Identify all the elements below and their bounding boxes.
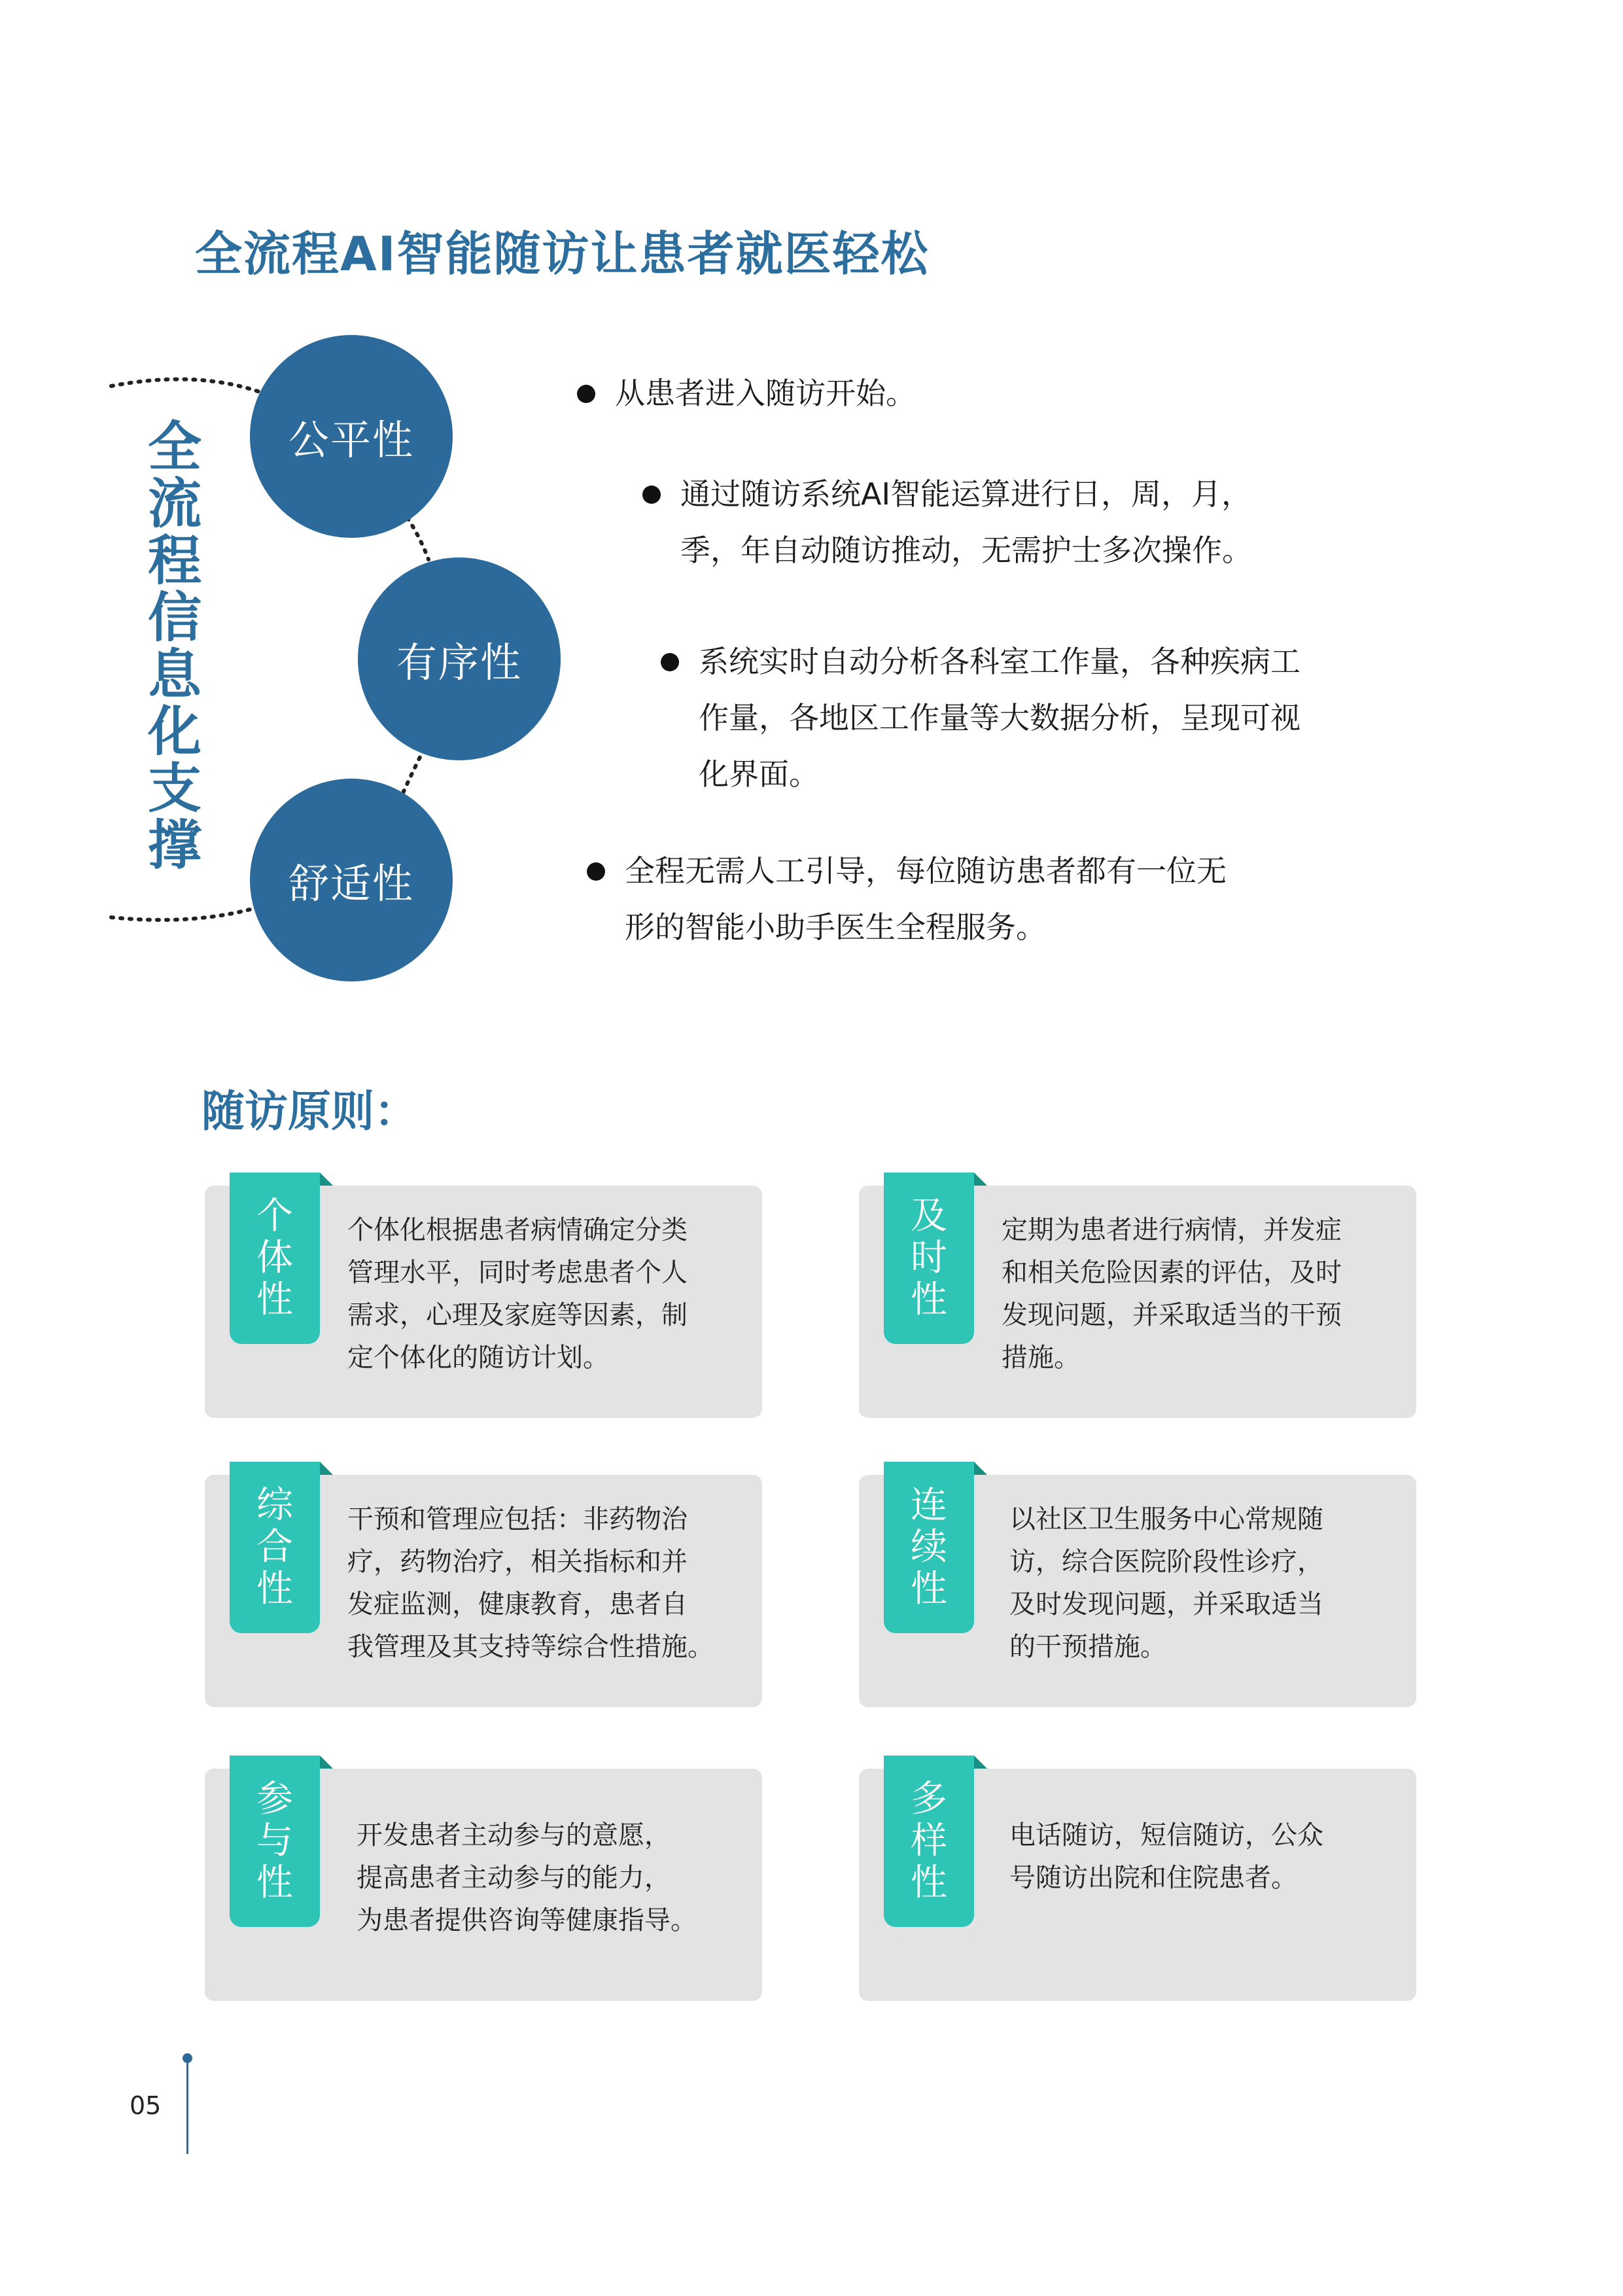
principle-tab-label: 综合性: [256, 1484, 293, 1610]
principle-tab-label: 参与性: [256, 1778, 293, 1904]
principle-text: [1009, 1498, 1323, 1669]
section-heading: 随访原则：: [201, 1086, 417, 1137]
principle-card-individuality: [205, 1186, 762, 1418]
bullet-line: 全程无需人工引导，每位随访患者都有一位无: [625, 853, 1227, 889]
bullet-item-2: [680, 466, 1252, 578]
principle-line: 我管理及其支持等综合性措施。: [347, 1632, 714, 1662]
principle-tab: [884, 1462, 974, 1633]
principle-line: 干预和管理应包括：非药物治: [347, 1504, 688, 1534]
principle-line: 为患者提供咨询等健康指导。: [357, 1905, 697, 1935]
page-number: 05: [130, 2091, 162, 2120]
principle-text: [357, 1814, 697, 1942]
principle-line: 提高患者主动参与的能力，: [357, 1863, 671, 1893]
principle-tab-label: 多样性: [911, 1778, 947, 1904]
bullet-item-1: [615, 365, 916, 421]
bullet-line: 化界面。: [699, 756, 819, 792]
bullet-line: 从患者进入随访开始。: [615, 376, 916, 411]
principle-line: 定期为患者进行病情，并发症: [1002, 1215, 1342, 1245]
bullet-line: 形的智能小助手医生全程服务。: [625, 910, 1046, 945]
principle-line: 发症监测，健康教育，患者自: [347, 1589, 688, 1619]
principle-card-participation: [205, 1769, 762, 2001]
bullet-item-3: [699, 633, 1300, 802]
bullet-line: 作量，各地区工作量等大数据分析，呈现可视: [699, 700, 1300, 735]
principle-line: 需求，心理及家庭等因素，制: [347, 1300, 688, 1330]
circle-fairness: 公平性: [250, 335, 453, 538]
principle-tab: [230, 1756, 320, 1927]
principle-line: 的干预措施。: [1009, 1632, 1166, 1662]
principle-line: 访，综合医院阶段性诊疗，: [1009, 1547, 1323, 1577]
principle-card-timeliness: [859, 1186, 1416, 1418]
tab-fold-decoration: [320, 1173, 333, 1186]
principle-tab: [230, 1462, 320, 1633]
page-title: 全流程AI智能随访让患者就医轻松: [195, 226, 930, 281]
principle-line: 及时发现问题，并采取适当: [1009, 1589, 1323, 1619]
footer-divider: [186, 2062, 188, 2154]
tab-fold-decoration: [974, 1173, 987, 1186]
principle-tab-label: 及时性: [911, 1195, 947, 1321]
principle-tab-label: 连续性: [911, 1484, 947, 1610]
principle-line: 疗，药物治疗，相关指标和并: [347, 1547, 688, 1577]
principle-tab: [230, 1173, 320, 1344]
principle-line: 开发患者主动参与的意愿，: [357, 1820, 671, 1850]
circle-order: 有序性: [358, 557, 561, 760]
bullet-dot: [587, 862, 605, 881]
vertical-title: 全流程信息化支撑: [147, 416, 201, 877]
tab-fold-decoration: [320, 1462, 333, 1475]
principle-line: 和相关危险因素的评估，及时: [1002, 1258, 1342, 1288]
tab-fold-decoration: [974, 1462, 987, 1475]
principle-line: 以社区卫生服务中心常规随: [1009, 1504, 1323, 1534]
principle-line: 个体化根据患者病情确定分类: [347, 1215, 688, 1245]
bullet-line: 通过随访系统AI智能运算进行日，周，月，: [680, 476, 1252, 512]
principle-line: 号随访出院和住院患者。: [1009, 1863, 1297, 1893]
bullet-line: 季，年自动随访推动，无需护士多次操作。: [680, 533, 1252, 568]
principle-tab: [884, 1756, 974, 1927]
principle-tab: [884, 1173, 974, 1344]
footer-dot: [183, 2053, 192, 2063]
principle-text: [1009, 1814, 1323, 1899]
tab-fold-decoration: [320, 1756, 333, 1769]
circle-comfort: 舒适性: [250, 779, 453, 981]
principle-card-comprehensiveness: [205, 1475, 762, 1707]
tab-fold-decoration: [974, 1756, 987, 1769]
principle-line: 发现问题，并采取适当的干预: [1002, 1300, 1342, 1330]
principle-tab-label: 个体性: [256, 1195, 293, 1321]
bullet-dot: [642, 486, 661, 504]
bullet-dot: [661, 653, 679, 671]
principle-card-diversity: [859, 1769, 1416, 2001]
principle-line: 管理水平，同时考虑患者个人: [347, 1258, 688, 1288]
principle-text: [1002, 1209, 1342, 1379]
principle-line: 定个体化的随访计划。: [347, 1343, 609, 1373]
bullet-dot: [577, 385, 595, 403]
bullet-line: 系统实时自动分析各科室工作量，各种疾病工: [699, 644, 1300, 679]
principle-text: [347, 1209, 688, 1379]
principle-text: [347, 1498, 714, 1669]
bullet-item-4: [625, 843, 1227, 955]
principle-card-continuity: [859, 1475, 1416, 1707]
principle-line: 措施。: [1002, 1343, 1080, 1373]
principle-line: 电话随访，短信随访，公众: [1009, 1820, 1323, 1850]
